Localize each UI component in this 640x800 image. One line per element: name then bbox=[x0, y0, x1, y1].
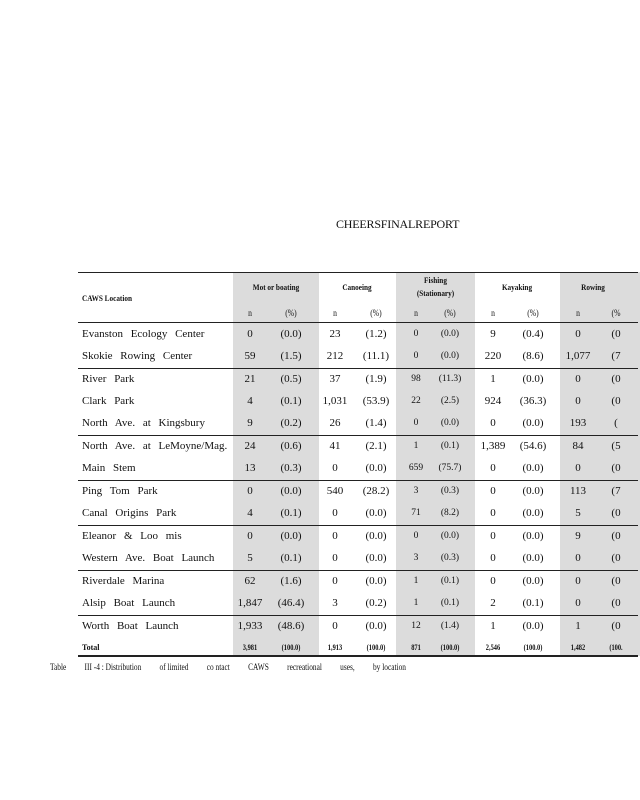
group-rule bbox=[78, 368, 638, 369]
table-cell: 2 bbox=[490, 597, 496, 609]
table-cell: 1,389 bbox=[480, 440, 506, 452]
table-cell: 23 bbox=[329, 328, 341, 340]
table-cell: (2.5) bbox=[440, 396, 460, 406]
caption-word: of limited bbox=[159, 662, 189, 672]
group-rule bbox=[78, 570, 638, 571]
total-cell: 3,981 bbox=[242, 643, 258, 652]
col-motor-boating: Mot or boating bbox=[252, 282, 300, 292]
table-cell: (0.0) bbox=[365, 552, 387, 564]
table-cell: 1 bbox=[490, 373, 496, 385]
table-cell: (0.0) bbox=[440, 531, 460, 541]
table-cell: (0 bbox=[611, 507, 621, 519]
table-cell: (0.0) bbox=[365, 620, 387, 632]
row-location: Western Ave. Boat Launch bbox=[82, 552, 215, 564]
table-cell: (0.0) bbox=[522, 417, 544, 429]
table-cell: (0 bbox=[611, 575, 621, 587]
table-cell: (0.0) bbox=[522, 373, 544, 385]
table-cell: (0.0) bbox=[522, 530, 544, 542]
col-canoeing: Canoeing bbox=[342, 282, 372, 292]
total-cell: (100.0) bbox=[440, 643, 460, 652]
table-cell: (0.2) bbox=[365, 597, 387, 609]
table-cell: 924 bbox=[484, 395, 502, 407]
caption-word: uses, bbox=[340, 662, 355, 672]
table-cell: 1 bbox=[413, 576, 419, 586]
table-cell: (0.0) bbox=[522, 507, 544, 519]
table-cell: 9 bbox=[247, 417, 253, 429]
table-cell: (0.2) bbox=[280, 417, 302, 429]
caption-word: CAWS bbox=[248, 662, 269, 672]
table-cell: 3 bbox=[413, 486, 419, 496]
table-cell: 12 bbox=[411, 621, 421, 631]
table-cell: 0 bbox=[332, 462, 338, 474]
total-cell: (100.0) bbox=[523, 643, 543, 652]
table-cell: (2.1) bbox=[365, 440, 387, 452]
table-cell: 5 bbox=[575, 507, 581, 519]
subheader-n: n bbox=[576, 308, 580, 318]
col-kayaking: Kayaking bbox=[501, 282, 533, 292]
table-cell: 0 bbox=[575, 328, 581, 340]
table-cell: (0.1) bbox=[280, 395, 302, 407]
table-cell: (11.1) bbox=[362, 350, 390, 362]
total-cell: 871 bbox=[411, 643, 421, 652]
table-cell: (0.0) bbox=[522, 620, 544, 632]
table-cell: 0 bbox=[575, 462, 581, 474]
table-cell: 0 bbox=[413, 531, 419, 541]
table-cell: (0 bbox=[611, 597, 621, 609]
subheader-n: n bbox=[491, 308, 495, 318]
table-cell: (75.7) bbox=[438, 463, 462, 473]
table-cell: (0.0) bbox=[365, 530, 387, 542]
location-header: CAWS Location bbox=[82, 293, 132, 303]
total-cell: 2,546 bbox=[485, 643, 501, 652]
table-cell: (1.4) bbox=[440, 621, 460, 631]
table-bottom-rule bbox=[78, 655, 638, 657]
table-cell: 0 bbox=[575, 395, 581, 407]
table-cell: (0.6) bbox=[280, 440, 302, 452]
subheader-n: n bbox=[414, 308, 418, 318]
table-cell: (0.0) bbox=[440, 329, 460, 339]
table-cell: 1 bbox=[575, 620, 581, 632]
table-cell: 98 bbox=[411, 374, 421, 384]
distribution-table bbox=[78, 272, 623, 657]
table-cell: 0 bbox=[332, 507, 338, 519]
table-cell: 13 bbox=[244, 462, 256, 474]
table-cell: (8.2) bbox=[440, 508, 460, 518]
table-cell: (0.1) bbox=[440, 441, 460, 451]
table-top-rule bbox=[78, 272, 638, 273]
table-cell: 193 bbox=[569, 417, 587, 429]
table-cell: 1,031 bbox=[322, 395, 348, 407]
table-cell: 4 bbox=[247, 507, 253, 519]
table-cell: 59 bbox=[244, 350, 256, 362]
row-location: River Park bbox=[82, 373, 135, 385]
table-cell: (0.0) bbox=[522, 462, 544, 474]
total-cell: (100. bbox=[609, 643, 623, 652]
table-cell: 62 bbox=[244, 575, 256, 587]
table-cell: (7 bbox=[611, 485, 621, 497]
table-cell: 0 bbox=[490, 485, 496, 497]
table-cell: (0.0) bbox=[365, 462, 387, 474]
table-cell: 1,077 bbox=[565, 350, 591, 362]
table-cell: (0.0) bbox=[522, 485, 544, 497]
table-cell: 220 bbox=[484, 350, 502, 362]
caption-word: Table bbox=[50, 662, 67, 672]
subheader-n: n bbox=[333, 308, 337, 318]
table-cell: (0.5) bbox=[280, 373, 302, 385]
table-cell: (0 bbox=[611, 552, 621, 564]
table-cell: (0 bbox=[611, 373, 621, 385]
table-cell: 0 bbox=[332, 530, 338, 542]
table-caption bbox=[50, 662, 422, 672]
table-cell: (7 bbox=[611, 350, 621, 362]
total-cell: 1,913 bbox=[327, 643, 343, 652]
table-cell: 0 bbox=[332, 575, 338, 587]
subheader-pct: (%) bbox=[527, 308, 539, 318]
row-location: Worth Boat Launch bbox=[82, 620, 179, 632]
row-location: Canal Origins Park bbox=[82, 507, 177, 519]
table-cell: (1.5) bbox=[280, 350, 302, 362]
table-cell: 0 bbox=[490, 417, 496, 429]
table-cell: (0.0) bbox=[365, 507, 387, 519]
row-location: Clark Park bbox=[82, 395, 135, 407]
row-location: Skokie Rowing Center bbox=[82, 350, 193, 362]
table-cell: 0 bbox=[332, 552, 338, 564]
table-cell: (53.9) bbox=[362, 395, 390, 407]
table-cell: 0 bbox=[490, 575, 496, 587]
table-cell: 0 bbox=[575, 552, 581, 564]
table-cell: (0 bbox=[611, 462, 621, 474]
table-cell: 659 bbox=[408, 463, 424, 473]
caption-word: co ntact bbox=[206, 662, 230, 672]
table-cell: 0 bbox=[332, 620, 338, 632]
row-location: Main Stem bbox=[82, 462, 136, 474]
subheader-pct: (%) bbox=[444, 308, 456, 318]
total-cell: (100.0) bbox=[281, 643, 301, 652]
table-cell: (1.6) bbox=[280, 575, 302, 587]
table-cell: 1 bbox=[490, 620, 496, 632]
table-cell: (46.4) bbox=[277, 597, 305, 609]
table-cell: (0.0) bbox=[440, 351, 460, 361]
table-cell: 4 bbox=[247, 395, 253, 407]
report-title: CHEERSFINALREPORT bbox=[336, 217, 460, 231]
row-location: Riverdale Marina bbox=[82, 575, 165, 587]
table-cell: (28.2) bbox=[362, 485, 390, 497]
table-cell: 21 bbox=[244, 373, 256, 385]
group-rule bbox=[78, 435, 638, 436]
table-cell: (5 bbox=[611, 440, 621, 452]
table-cell: 41 bbox=[329, 440, 341, 452]
table-cell: 0 bbox=[413, 351, 419, 361]
table-cell: 22 bbox=[411, 396, 421, 406]
table-cell: 9 bbox=[490, 328, 496, 340]
total-label: Total bbox=[82, 643, 100, 652]
table-cell: 1 bbox=[413, 598, 419, 608]
table-cell: (0 bbox=[611, 328, 621, 340]
row-location: North Ave. at Kingsbury bbox=[82, 417, 205, 429]
table-cell: (1.2) bbox=[365, 328, 387, 340]
table-cell: (54.6) bbox=[519, 440, 547, 452]
table-cell: ( bbox=[614, 417, 618, 429]
table-cell: 0 bbox=[575, 575, 581, 587]
subheader-pct: (%) bbox=[370, 308, 382, 318]
row-location: Ping Tom Park bbox=[82, 485, 158, 497]
table-cell: (0.0) bbox=[280, 328, 302, 340]
table-cell: (0.3) bbox=[280, 462, 302, 474]
table-cell: (36.3) bbox=[519, 395, 547, 407]
table-cell: (1.4) bbox=[365, 417, 387, 429]
table-cell: (0.4) bbox=[522, 328, 544, 340]
table-cell: 9 bbox=[575, 530, 581, 542]
subheader-pct: (%) bbox=[285, 308, 297, 318]
table-cell: (0.0) bbox=[365, 575, 387, 587]
table-cell: 0 bbox=[575, 373, 581, 385]
table-cell: (0 bbox=[611, 530, 621, 542]
table-cell: (0.1) bbox=[440, 576, 460, 586]
table-cell: 1,847 bbox=[237, 597, 263, 609]
table-cell: 0 bbox=[413, 418, 419, 428]
table-cell: 24 bbox=[244, 440, 256, 452]
table-cell: (8.6) bbox=[522, 350, 544, 362]
table-cell: 3 bbox=[332, 597, 338, 609]
col-fishing-sub: (Stationary) bbox=[416, 288, 455, 298]
total-cell: 1,482 bbox=[570, 643, 586, 652]
table-cell: 0 bbox=[575, 597, 581, 609]
table-cell: 0 bbox=[490, 507, 496, 519]
table-cell: 540 bbox=[326, 485, 344, 497]
table-cell: 212 bbox=[326, 350, 344, 362]
col-fishing: Fishing bbox=[424, 275, 447, 285]
caption-word: III -4 : Distribution bbox=[84, 662, 142, 672]
table-cell: (1.9) bbox=[365, 373, 387, 385]
table-cell: 1 bbox=[413, 441, 419, 451]
table-cell: 0 bbox=[490, 462, 496, 474]
table-cell: 84 bbox=[572, 440, 584, 452]
table-cell: (0 bbox=[611, 620, 621, 632]
table-cell: 1,933 bbox=[237, 620, 263, 632]
row-location: North Ave. at LeMoyne/Mag. bbox=[82, 440, 228, 452]
table-cell: 26 bbox=[329, 417, 341, 429]
table-cell: 37 bbox=[329, 373, 341, 385]
table-cell: (0.0) bbox=[522, 552, 544, 564]
subheader-n: n bbox=[248, 308, 252, 318]
table-cell: 0 bbox=[247, 485, 253, 497]
group-rule bbox=[78, 480, 638, 481]
table-cell: (0.0) bbox=[280, 485, 302, 497]
col-rowing: Rowing bbox=[581, 282, 605, 292]
table-cell: 0 bbox=[247, 328, 253, 340]
total-cell: (100.0) bbox=[366, 643, 386, 652]
table-cell: (0 bbox=[611, 395, 621, 407]
row-location: Evanston Ecology Center bbox=[82, 328, 205, 340]
header-rule bbox=[78, 322, 638, 323]
caption-word: by location bbox=[372, 662, 406, 672]
table-cell: (0.1) bbox=[522, 597, 544, 609]
table-cell: (48.6) bbox=[277, 620, 305, 632]
caption-word: recreational bbox=[287, 662, 322, 672]
group-rule bbox=[78, 525, 638, 526]
table-cell: 0 bbox=[413, 329, 419, 339]
table-cell: (11.3) bbox=[438, 374, 462, 384]
table-cell: 3 bbox=[413, 553, 419, 563]
table-cell: (0.1) bbox=[280, 552, 302, 564]
table-cell: (0.0) bbox=[522, 575, 544, 587]
table-cell: (0.3) bbox=[440, 553, 460, 563]
table-cell: (0.0) bbox=[440, 418, 460, 428]
table-cell: (0.1) bbox=[440, 598, 460, 608]
row-location: Eleanor & Loo mis bbox=[82, 530, 182, 542]
table-cell: (0.0) bbox=[280, 530, 302, 542]
table-cell: 0 bbox=[247, 530, 253, 542]
table-cell: (0.3) bbox=[440, 486, 460, 496]
subheader-pct: (% bbox=[611, 308, 621, 318]
table-cell: 5 bbox=[247, 552, 253, 564]
table-cell: 0 bbox=[490, 530, 496, 542]
table-cell: 71 bbox=[411, 508, 421, 518]
table-cell: 113 bbox=[569, 485, 587, 497]
row-location: Alsip Boat Launch bbox=[82, 597, 176, 609]
table-cell: (0.1) bbox=[280, 507, 302, 519]
group-rule bbox=[78, 615, 638, 616]
table-cell: 0 bbox=[490, 552, 496, 564]
